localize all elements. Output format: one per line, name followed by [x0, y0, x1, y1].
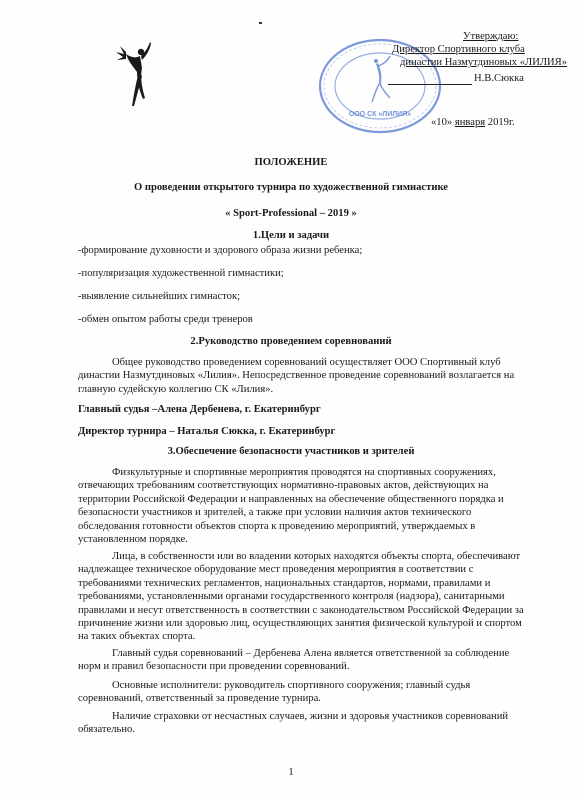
gymnast-logo-icon	[112, 38, 160, 110]
text-line: требованиями технических регламентов, национальных стандартов, нормами, правилами и	[78, 577, 491, 589]
text-line: Главный судья соревнований – Дербенева Алена является ответственной за соблюдение	[112, 648, 510, 659]
section3-paragraph-3	[78, 647, 524, 674]
approval-date	[431, 116, 515, 129]
text-line: соревнований, ответственный за проведение турнира.	[78, 693, 321, 705]
text-line: отвечающих требованиям соответствующих нормативно-правовых актов, действующих на	[78, 480, 489, 492]
scan-mark	[259, 22, 262, 24]
text-line: Физкультурные и спортивные мероприятия проводятся на спортивных сооружениях,	[112, 467, 496, 478]
text-line: династии Назмутдиновых «Лилия». Непосредственное проведение соревнований возлагается на	[78, 370, 515, 382]
date-month: января	[454, 117, 486, 128]
approval-position: Директор Спортивного клуба	[392, 44, 525, 55]
text-line: установленном порядке.	[78, 534, 188, 546]
section3-paragraph-2	[78, 550, 524, 644]
section3-paragraph-5	[78, 710, 524, 737]
section2-paragraph	[78, 356, 524, 396]
text-line: на таких объектах спорта.	[78, 631, 196, 643]
date-year: 2019г.	[487, 117, 515, 128]
text-line: территории Российской Федерации и направленных на обеспечение общественного порядка и	[78, 493, 504, 505]
text-line: требованиями, установленными органами государственного контроля (надзора), санитарными	[78, 591, 505, 603]
doc-subject: О проведении открытого турнира по художественной гимнастике	[133, 182, 448, 193]
page-number: 1	[288, 767, 294, 778]
text-line: безопасности участников и зрителей, а также при условии наличия актов технического	[78, 507, 472, 519]
text-line: норм и правил безопасности при проведении соревнований.	[78, 661, 350, 673]
text-line: главную судейскую коллегию СК «Лилия».	[78, 383, 274, 395]
text-line: Лица, в собственности или во владении которых находятся объекты спорта, обеспечивают	[112, 551, 521, 562]
section1-title: 1.Цели и задачи	[252, 230, 330, 241]
text-line: правилами и несут ответственность в соответствии с законодательством Российской Федерации за	[78, 604, 524, 616]
section2-title: 2.Руководство проведением соревнований	[190, 336, 392, 347]
text-line: Наличие страховки от несчастных случаев, жизни и здоровья участников соревнований	[112, 711, 509, 722]
tournament-director: Директор турнира – Наталья Сюкка, г. Екатеринбург	[78, 426, 336, 437]
text-line: обследования готовности объектов спорта к проведению мероприятий, утверждаемых в	[78, 520, 476, 532]
text-line: надлежащее техническое оборудование мест проведения мероприятия в соответствии с	[78, 564, 474, 576]
goal-item: -популяризация художественной гимнастики;	[78, 268, 284, 279]
section3-paragraph-1	[78, 466, 524, 546]
section3-paragraph-4	[78, 679, 524, 706]
text-line: Основные исполнители: руководитель спортивного сооружения; главный судья	[112, 680, 471, 691]
doc-type: ПОЛОЖЕНИЕ	[254, 157, 328, 168]
date-day: «10»	[431, 117, 453, 128]
signature-line	[388, 84, 472, 85]
approval-club: династии Назмутдиновых «ЛИЛИЯ»	[400, 57, 568, 68]
section3-title: 3.Обеспечение безопасности участников и зрителей	[167, 446, 415, 457]
goal-item: -выявление сильнейших гимнасток;	[78, 291, 241, 302]
stamp-text: ООО СК «ЛИЛИЯ»	[348, 111, 412, 118]
tournament-name: « Sport-Professional – 2019 »	[225, 208, 357, 219]
text-line: Общее руководство проведением соревнований осуществляет ООО Спортивный клуб	[112, 357, 501, 368]
goal-item: -формирование духовности и здорового образа жизни ребенка;	[78, 245, 363, 256]
goal-item: -обмен опытом работы среди тренеров	[78, 314, 253, 325]
text-line: причинение жизни или здоровью лиц, осуществляющих занятия физической культурой и спортом	[78, 618, 522, 630]
chief-judge: Главный судья –Алена Дербенева, г. Екатеринбург	[78, 404, 321, 415]
text-line: обязательно.	[78, 724, 135, 736]
approval-title: Утверждаю:	[463, 31, 519, 42]
approval-signature-name: Н.В.Сюкка	[474, 73, 524, 84]
